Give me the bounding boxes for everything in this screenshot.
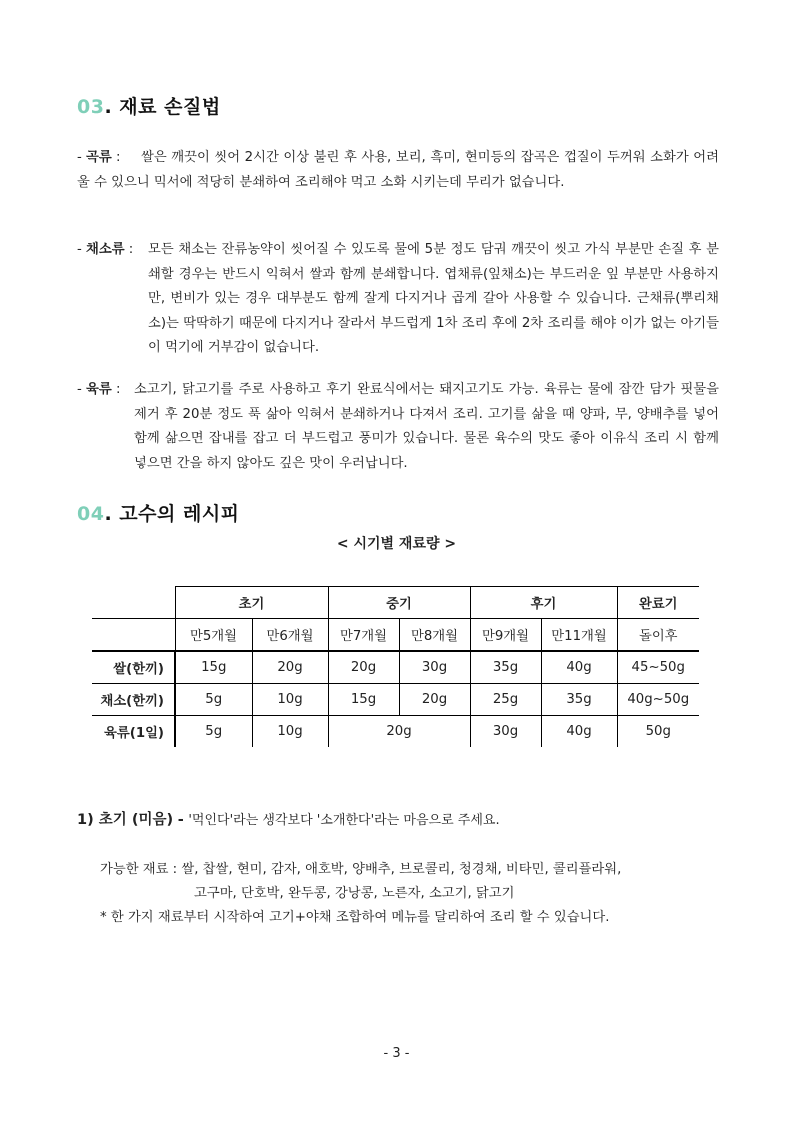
section-4-heading [77,499,240,526]
table-cell: 20g [252,651,328,684]
vegetables-body: 모든 채소는 잔류농약이 씻어질 수 있도록 물에 5분 정도 담궈 깨끗이 씻고 가식 부분만 손질 후 분쇄할 경우는 반드시 익혀서 쌀과 함께 분쇄합니다. 엽채류(잎채소)는 부드러운 잎 부분만 사용하지만, 변비가 있는 경우 대부분도 함께 잘게 다지거나 곱게 갈아 사용할 수 있습니다. 근채류(뿌리채소)는 딱딱하기 때문에 다지거나 잘라서 부드럽게 1차 조리 후에 2차 조리를 해야 이가 없는 아기들이 먹기에 거부감이 없습니다. [148,242,719,356]
section-3-heading [77,92,221,119]
subsection-note: '먹인다'라는 생각보다 '소개한다'라는 마음으로 주세요. [188,813,500,828]
ingredients-tip: * 한 가지 재료부터 시작하여 고기+야채 조합하여 메뉴를 달리하여 조리 할 수 있습니다. [100,910,610,925]
table-row [92,716,699,748]
period-header: 만6개월 [252,619,328,652]
table-cell: 35g [470,651,541,684]
table-cell: 40g [541,716,617,748]
table-cell: 40g [541,651,617,684]
group-header: 중기 [328,587,470,619]
table-cell: 35g [541,684,617,716]
table-cell: 10g [252,684,328,716]
ingredients-line-2: 고구마, 단호박, 완두콩, 강낭콩, 노른자, 소고기, 닭고기 [194,886,515,901]
meat-paragraph [77,378,719,476]
section-3-number: 03 [77,96,105,118]
vegetables-paragraph [77,238,719,361]
table-cell: 30g [399,651,470,684]
subsection-title: 1) 초기 (미음) [77,812,174,828]
table-cell: 30g [470,716,541,748]
period-header: 만8개월 [399,619,470,652]
page-number: - 3 - [383,1046,410,1061]
section-3-title: . 재료 손질법 [104,96,221,118]
period-header: 만11개월 [541,619,617,652]
row-header: 쌀(한끼) [92,651,175,684]
section-4-title: . 고수의 레시피 [104,503,240,525]
table-corner [92,587,175,619]
meat-body: 소고기, 닭고기를 주로 사용하고 후기 완료식에서는 돼지고기도 가능. 육류는 물에 잠깐 담가 핏물을 제거 후 20분 정도 푹 삶아 익혀서 분쇄하거나 다져서 조리. 고기를 삶을 때 양파, 무, 양배추를 넣어 함께 삶으면 잡내를 잡고 더 부드럽고 풍미가 있습니다. 물론 육수의 맛도 좋아 이유식 조리 시 함께 넣으면 간을 하지 않아도 깊은 맛이 우러납니다. [134,382,719,471]
period-header: 만7개월 [328,619,399,652]
grains-body: 쌀은 깨끗이 씻어 2시간 이상 불린 후 사용, 보리, 흑미, 현미등의 잡곡은 껍질이 두꺼워 소화가 어려울 수 있으니 믹서에 적당히 분쇄하여 조리해야 먹고 소화 시키는데 무리가 없습니다. [77,150,719,190]
ingredient-amount-table [92,586,699,747]
table-row [92,651,699,684]
grains-label: - 곡류 : [77,150,121,165]
table-cell: 25g [470,684,541,716]
ingredients-line-1: 가능한 재료 : 쌀, 찹쌀, 현미, 감자, 애호박, 양배추, 브로콜리, 청경채, 비타민, 콜리플라워, [100,862,622,877]
table-cell: 15g [328,684,399,716]
table-row [92,684,699,716]
group-header: 완료기 [617,587,699,619]
section-4-number: 04 [77,503,105,525]
table-cell: 10g [252,716,328,748]
table-cell: 50g [617,716,699,748]
table-cell: 5g [175,684,252,716]
row-header: 육류(1일) [92,716,175,748]
period-header: 만5개월 [175,619,252,652]
table-corner [92,619,175,652]
table-caption: < 시기별 재료량 > [336,536,457,552]
row-header: 채소(한끼) [92,684,175,716]
table-cell: 20g [328,651,399,684]
grains-paragraph [77,146,719,195]
subsection-heading: 1) 초기 (미음) - '먹인다'라는 생각보다 '소개한다'라는 마음으로 주세요. [77,812,500,828]
table-cell: 20g [399,684,470,716]
table-cell: 40g~50g [617,684,699,716]
table-cell: 5g [175,716,252,748]
group-header: 초기 [175,587,328,619]
period-header: 만9개월 [470,619,541,652]
group-header: 후기 [470,587,617,619]
meat-label: - 육류 : [77,382,121,397]
table-cell: 15g [175,651,252,684]
table-cell: 20g [328,716,470,748]
period-header: 돌이후 [617,619,699,652]
vegetables-label: - 채소류 : [77,242,134,257]
table-cell: 45~50g [617,651,699,684]
